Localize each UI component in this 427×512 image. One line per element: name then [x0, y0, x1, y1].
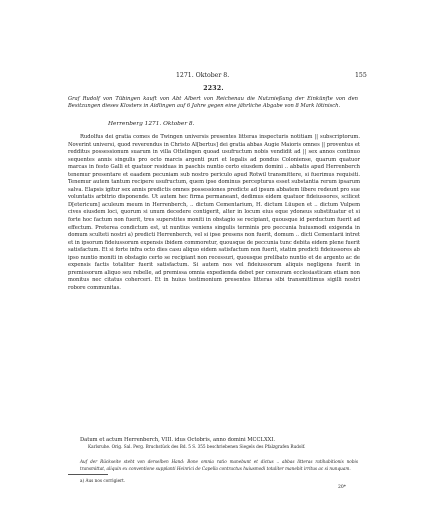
- datum-line: Datum et actum Herrenberch, VIII. idus Octobris, anno domini MCCLXXI.: [80, 437, 276, 443]
- archival-note: Karlsruhe. Orig. Sal. Perg. Bruchstück des Bd. 5 S. 355 beschriebenen Siegels des Pfalzgrafen Rudolf.: [88, 444, 306, 449]
- document-number: 2232.: [203, 85, 224, 92]
- page-number: 155: [355, 72, 367, 79]
- footnote: a) Aus nos corrigiert.: [80, 478, 126, 483]
- charter-text: [68, 134, 360, 292]
- charter-paragraph: Rudolfus dei gratia comes de Twingen universis presentes litteras inspecturis notitiam || subscriptorum. Noverint universi, quod reverendus in Christo Al[bertus] dei gratia abbas Augie Maioris omnes || proventus et redditus possessionum suarum in villa Ottelingen quoad usufructum nobis vendidit ad || sex annos continuo sequentes annis singulis pro octo marcis argenti puri et legalis ad pondus Coloniense, quarum quatuor marcas in festo Galli et quatuor residuas in paschis nuntio certo eiusdem domini .. abbatis apud Herrenberch tenemur presentare et eaadem pecuniam sub nostro periculo apud Rotwil transmittere, si fuerimus requisiti. Tenemur autem tantum recipere usufructum, quem ipse dominus percepturus esset substantia rerum ipsarum salva. Elapsis igitur sex annis predictis omnes possessiones predicte ad ipsum abbatem libere redeunt pro sue voluntatis arbitrio disponende. Ut autem hec firma permaneant, dedimus eidem quatuor fideiussores, scilicet D[etericum] aculeum meum in Herrenberch, .. dictum Cementarium, H. dictum Lüupen et .. dictum Vulpem cives eiusdem loci, quorum si unum decedere contigerit, alter in locum eius eque ydoneus substituatur et si forte hoc factum non fuerit, tres superstites moniti in obstagio se recipiant, quousque id perductum fuerit ad effectum. Preterea condictum est, ut nuntius veniens singulis terminis pro peccunia huiusmodi exigenda in domum sculteti nostri a) predicti Herrenberch, vel si ipse presens non fuerit, domum .. dicti Cementarii intret et in ipsorum fideiussorum expensis ibidem commoretur, quousque de peccunia tunc debita eidem plene fuerit satisfactum. Et si forte infra octo dies casu aliquo eidem satisfactum non fuerit, statim predicti fideiussores ab ipso nuntio moniti in obstagio certo se recipiant non recessuri, quousque prelibato nuntio et de argento ac de expensis factis totaliter fuerit satisfactum. Si autem nos vel fideiussorum aliquis negligens fuerit in premissorum aliquo seu rebelle, ad premissa omnia expedienda debet per censuram ecclesiasticam etiam non monitus nec citatus coherceri. Et in huius testimonium presentes litteras sibi transmittimus sigilli nostri robore communitas.: [68, 134, 360, 291]
- dorsal-note: Auf der Rückseite steht von derselben Hand: Bone omnia ratio manebunt et dictus .. abbas litteras ratihabitionis nobis transmittat, aliquin ex conventione supplanti Heinrici de Capella contractus huiusmodi totaliter manebit irritus ac si nunquam.: [80, 459, 358, 471]
- place-date-line: Herrenberg 1271. Oktober 8.: [108, 121, 195, 127]
- regest-summary: Graf Rudolf von Tübingen kauft von Abt Albert von Reichenau die Nutznießung der Einkünfte von den Besitzungen dieses Klosters in Aidlingen auf 6 Jahre gegen eine jährliche Abgabe von 8 Mark lötinisch.: [68, 96, 358, 110]
- footnote-rule: [68, 474, 108, 475]
- signature-mark: 20*: [338, 485, 346, 490]
- running-title: 1271. Oktober 8.: [176, 72, 230, 79]
